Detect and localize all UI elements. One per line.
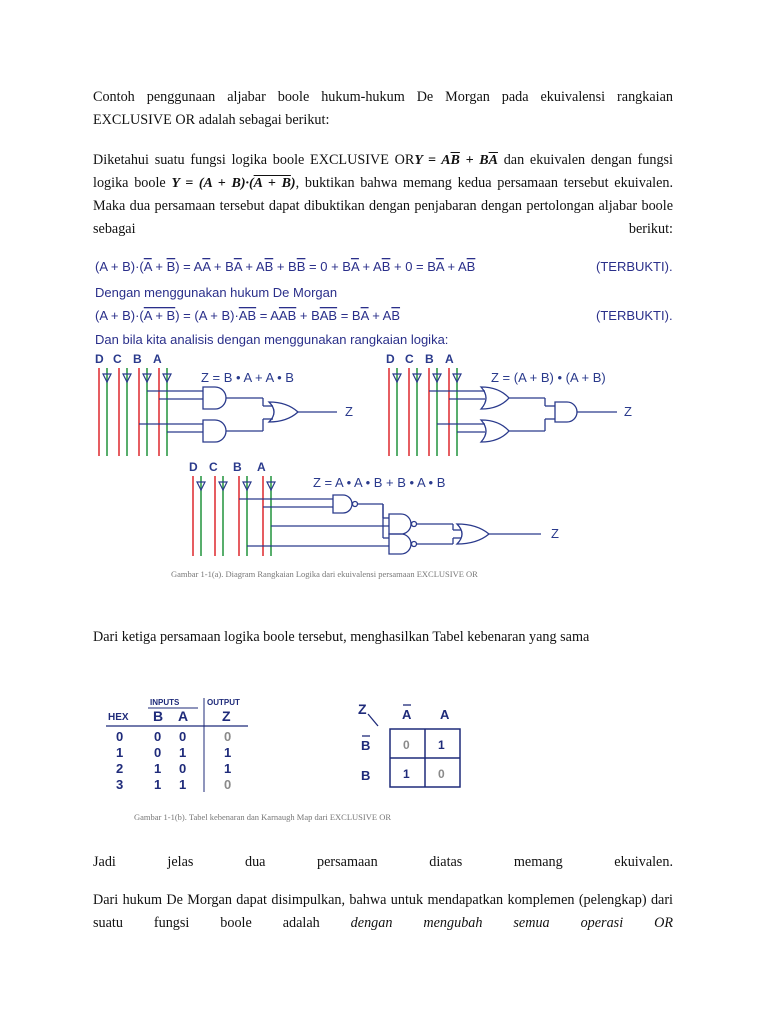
kmap-z-label: Z — [358, 701, 367, 717]
circuit-3 — [189, 460, 559, 556]
paragraph-problem — [93, 149, 673, 241]
row1-b: 0 — [154, 745, 162, 760]
figure2-caption: Gambar 1-1(b). Tabel kebenaran dan Karnaugh Map dari EXCLUSIVE OR — [134, 812, 392, 822]
proof1-equation: (A + B)·(A + B) = AA + BA + AB + BB = 0 + BA + AB + 0 = BA + AB — [95, 259, 476, 274]
paragraph-conclusion: Jadi jelas dua persamaan diatas memang ekuivalen. — [93, 854, 673, 870]
figure-circuit-diagrams — [93, 256, 705, 586]
circuit3-input-d: D — [189, 460, 198, 474]
row2-a: 0 — [179, 761, 187, 776]
row1-a: 1 — [179, 745, 187, 760]
circuit2-input-c: C — [405, 352, 414, 366]
figure1-caption: Gambar 1-1(a). Diagram Rangkaian Logika dari ekuivalensi persamaan EXCLUSIVE OR — [171, 569, 478, 579]
equivalent-equation-inline: Y = (A + B)·(A + B) — [171, 176, 296, 191]
circuit1-output-z: Z — [345, 404, 353, 419]
circuit2-output-z: Z — [624, 404, 632, 419]
row0-a: 0 — [179, 729, 187, 744]
proof2-result: (TERBUKTI). — [596, 308, 673, 323]
morgan-line: Dengan menggunakan hukum De Morgan — [95, 285, 338, 300]
truth-table-kmap-svg — [106, 696, 466, 826]
row3-a: 1 — [179, 777, 187, 792]
circuit-2 — [386, 352, 632, 456]
circuit1-input-d: D — [95, 352, 104, 366]
figure-truth-table-kmap — [106, 696, 466, 826]
row1-z: 1 — [224, 745, 232, 760]
kmap-cell-10: 1 — [403, 767, 410, 781]
paragraph-problem-part2: dan ekuivalen dengan fungsi logika boole — [93, 152, 674, 191]
paragraph-de-morgan-text: Dari hukum De Morgan dapat disimpulkan, bahwa untuk mendapatkan komplemen (pelengkap) dari suatu fungsi boole adalah — [93, 892, 673, 931]
paragraph-de-morgan-italic: dengan mengubah semua operasi OR — [350, 915, 673, 931]
kmap-col-a: A — [440, 707, 450, 722]
paragraph-problem-part3: , buktikan bahwa memang kedua persamaan tersebut ekuivalen. Maka dua persamaan tersebut dapat dibuktikan dengan penjabaran dengan pertolongan aljabar boole sebagai berikut: — [93, 175, 674, 237]
paragraph-truth-table-intro: Dari ketiga persamaan logika boole tersebut, menghasilkan Tabel kebenaran yang sama — [93, 629, 590, 645]
row0-b: 0 — [154, 729, 162, 744]
paragraph-intro: Contoh penggunaan aljabar boole hukum-hukum De Morgan pada ekuivalensi rangkaian EXCLUSIVE OR adalah sebagai berikut: — [93, 89, 673, 128]
karnaugh-map — [358, 701, 460, 787]
circuit3-input-c: C — [209, 460, 218, 474]
circuit1-input-c: C — [113, 352, 122, 366]
row3-hex: 3 — [116, 777, 124, 792]
circuit3-input-b: B — [233, 460, 242, 474]
analysis-line: Dan bila kita analisis dengan menggunakan rangkaian logika: — [95, 332, 449, 347]
col-z: Z — [222, 708, 231, 724]
col-b: B — [153, 708, 164, 724]
proof2-equation: (A + B)·(A + B) = (A + B)·AB = AAB + BAB = BA + AB — [95, 308, 401, 323]
circuit2-input-d: D — [386, 352, 395, 366]
paragraph-de-morgan — [93, 889, 673, 935]
inputs-header: INPUTS — [150, 698, 180, 707]
circuit2-input-a: A — [445, 352, 454, 366]
output-header: OUTPUT — [207, 698, 240, 707]
kmap-cell-00: 0 — [403, 738, 410, 752]
row3-z: 0 — [224, 777, 232, 792]
row0-z: 0 — [224, 729, 232, 744]
circuit2-input-b: B — [425, 352, 434, 366]
circuit3-input-a: A — [257, 460, 266, 474]
circuit3-output-z: Z — [551, 526, 559, 541]
circuit2-equation: Z = (A + B) • (A + B) — [491, 370, 606, 385]
row1-hex: 1 — [116, 745, 124, 760]
circuit-diagram-svg — [93, 256, 705, 586]
paragraph-problem-part1: Diketahui suatu fungsi logika boole EXCLUSIVE OR — [93, 152, 415, 168]
row3-b: 1 — [154, 777, 162, 792]
col-hex: HEX — [108, 712, 129, 723]
row2-b: 1 — [154, 761, 162, 776]
kmap-cell-11: 0 — [438, 767, 445, 781]
row2-hex: 2 — [116, 761, 124, 776]
kmap-row-b: B — [361, 768, 371, 783]
circuit1-input-a: A — [153, 352, 162, 366]
truth-table — [106, 698, 248, 792]
kmap-col-not-a: A — [402, 707, 412, 722]
kmap-cell-01: 1 — [438, 738, 445, 752]
xor-equation-inline: $Y = A\overline{B} + B\overline{A}$ — [414, 153, 498, 168]
circuit1-equation: Z = B • A + A • B — [201, 370, 294, 385]
col-a: A — [178, 708, 189, 724]
row2-z: 1 — [224, 761, 232, 776]
proof1-result: (TERBUKTI). — [596, 259, 673, 274]
row0-hex: 0 — [116, 729, 124, 744]
circuit3-equation: Z = A • A • B + B • A • B — [313, 475, 446, 490]
circuit1-input-b: B — [133, 352, 142, 366]
kmap-row-not-b: B — [361, 738, 371, 753]
circuit-1 — [95, 352, 353, 456]
